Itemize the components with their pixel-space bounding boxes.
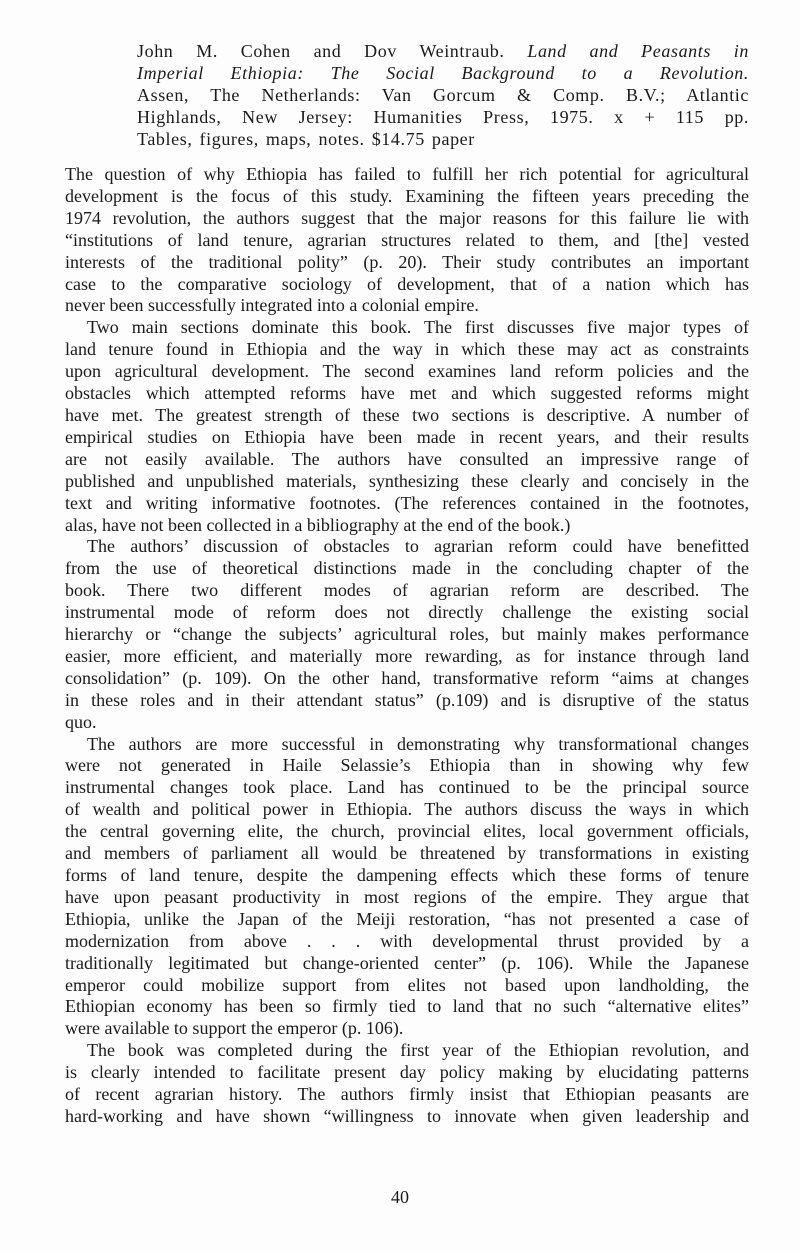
review-paragraph <box>65 734 749 1041</box>
text-line: quo. <box>65 711 97 732</box>
text-line: consolidation” (p. 109). On the other hand, transformative reform “aims at changes <box>65 667 749 688</box>
text-line: emperor could mobilize support from elites not based upon landholding, the <box>65 974 749 995</box>
review-paragraph <box>65 164 749 317</box>
text-line: alas, have not been collected in a bibliography at the end of the book.) <box>65 514 571 535</box>
text-line: obstacles which attempted reforms have met and which suggested reforms might <box>65 383 749 404</box>
text-line: were not generated in Haile Selassie’s Ethiopia than in showing why few <box>65 755 749 776</box>
citation-line: Highlands, New Jersey: Humanities Press, 1975. x + 115 pp. <box>137 107 749 127</box>
text-line: interests of the traditional polity” (p. 20). Their study contributes an important <box>65 251 749 272</box>
citation-title-part: Land and Peasants in <box>527 41 749 61</box>
text-line: empirical studies on Ethiopia have been made in recent years, and their results <box>65 426 749 447</box>
text-line: “institutions of land tenure, agrarian structures related to them, and [the] vested <box>65 229 749 250</box>
page-number: 40 <box>391 1187 409 1207</box>
text-line: hierarchy or “change the subjects’ agricultural roles, but mainly makes performance <box>65 624 749 645</box>
text-line: hard-working and have shown “willingness to innovate when given leadership and <box>65 1105 749 1126</box>
text-line: Ethiopian economy has been so firmly tied to land that no such “alternative elites” <box>65 996 749 1017</box>
text-line: modernization from above . . . with developmental thrust provided by a <box>65 930 749 951</box>
text-line: The book was completed during the first year of the Ethiopian revolution, and <box>87 1040 749 1061</box>
text-line: of wealth and political power in Ethiopia. The authors discuss the ways in which <box>65 799 749 820</box>
text-line: development is the focus of this study. Examining the fifteen years preceding the <box>65 185 749 206</box>
text-line: The question of why Ethiopia has failed to fulfill her rich potential for agricultural <box>65 164 749 184</box>
review-paragraph <box>65 1040 749 1128</box>
text-line: of recent agrarian history. The authors firmly insist that Ethiopian peasants are <box>65 1084 749 1105</box>
review-paragraph <box>65 536 749 733</box>
citation-title-part: Imperial Ethiopia: The Social Background to a Revolution. <box>137 63 749 83</box>
text-line: text and writing informative footnotes. (The references contained in the footnotes, <box>65 492 749 513</box>
text-line: land tenure found in Ethiopia and the way in which these may act as constraints <box>65 339 749 360</box>
text-line: never been successfully integrated into a colonial empire. <box>65 295 479 316</box>
text-line: easier, more efficient, and materially more rewarding, as for instance through land <box>65 645 749 666</box>
text-line: Two main sections dominate this book. The first discusses five major types of <box>87 317 749 338</box>
text-line: are not easily available. The authors have consulted an impressive range of <box>65 448 749 469</box>
text-line: is clearly intended to facilitate present day policy making by elucidating patterns <box>65 1062 749 1083</box>
text-line: The authors are more successful in demonstrating why transformational changes <box>87 733 749 754</box>
text-line: and members of parliament all would be threatened by transformations in existing <box>65 843 749 864</box>
citation-authors: John M. Cohen and Dov Weintraub. <box>137 41 528 61</box>
citation-line: Assen, The Netherlands: Van Gorcum & Comp. B.V.; Atlantic <box>137 85 749 105</box>
citation-line <box>137 40 749 62</box>
text-line: have upon peasant productivity in most regions of the empire. They argue that <box>65 886 749 907</box>
text-line: case to the comparative sociology of development, that of a nation which has <box>65 273 749 294</box>
text-line: traditionally legitimated but change-oriented center” (p. 106). While the Japanese <box>65 952 749 973</box>
text-line: have met. The greatest strength of these two sections is descriptive. A number of <box>65 404 749 425</box>
text-line: published and unpublished materials, synthesizing these clearly and concisely in the <box>65 470 749 491</box>
text-line: instrumental changes took place. Land has continued to be the principal source <box>65 777 749 798</box>
review-paragraph <box>65 317 749 536</box>
text-line: Ethiopia, unlike the Japan of the Meiji restoration, “has not presented a case of <box>65 908 749 929</box>
text-line: 1974 revolution, the authors suggest that the major reasons for this failure lie with <box>65 207 749 228</box>
text-line: in these roles and in their attendant status” (p.109) and is disruptive of the status <box>65 689 749 710</box>
citation-line: Tables, figures, maps, notes. $14.75 paper <box>137 129 475 149</box>
review-body <box>65 164 749 1128</box>
citation-line <box>137 62 749 84</box>
text-line: The authors’ discussion of obstacles to agrarian reform could have benefitted <box>87 536 749 557</box>
text-line: were available to support the emperor (p. 106). <box>65 1018 404 1039</box>
text-line: the central governing elite, the church, provincial elites, local government officials, <box>65 821 749 842</box>
text-line: from the use of theoretical distinctions made in the concluding chapter of the <box>65 558 749 579</box>
text-line: upon agricultural development. The second examines land reform policies and the <box>65 361 749 382</box>
book-citation <box>137 40 749 150</box>
text-line: instrumental mode of reform does not directly challenge the existing social <box>65 602 749 623</box>
text-line: book. There two different modes of agrarian reform are described. The <box>65 580 749 601</box>
text-line: forms of land tenure, despite the dampening effects which these forms of tenure <box>65 865 749 885</box>
